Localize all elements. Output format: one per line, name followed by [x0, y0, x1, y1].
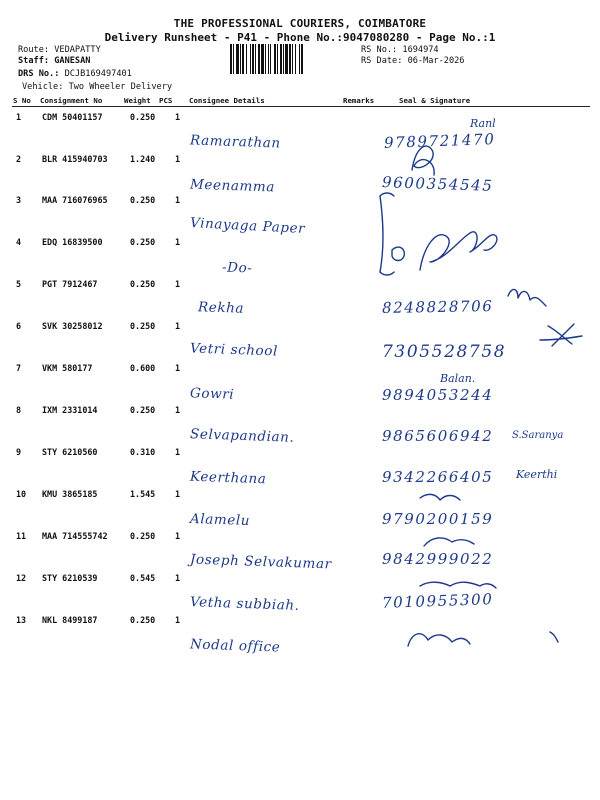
- handwritten-phone: 7010955300: [381, 590, 494, 612]
- handwritten-phone: 9842999022: [382, 550, 494, 568]
- row-sno: 11: [16, 531, 27, 541]
- row-consignment: SVK 30258012: [42, 321, 103, 331]
- row-pcs: 1: [175, 489, 181, 499]
- barcode-bar: [230, 44, 232, 74]
- row-weight: 1.240: [130, 154, 156, 164]
- handwritten-phone: 7305528758: [382, 342, 507, 362]
- row-consignment: CDM 50401157: [42, 112, 103, 122]
- handwritten-consignee: Gowri: [189, 385, 235, 403]
- row-consignment: IXM 2331014: [42, 405, 98, 415]
- handwritten-consignee: Nodal office: [189, 636, 281, 656]
- handwritten-phone: 8248828706: [381, 297, 494, 317]
- barcode-bar: [268, 44, 269, 74]
- handwritten-signature: Ranl: [470, 117, 496, 130]
- row-sno: 8: [16, 405, 22, 415]
- row-sno: 10: [16, 489, 27, 499]
- row-weight: 0.250: [130, 615, 156, 625]
- signature-scribble: [408, 634, 470, 646]
- row-sno: 6: [16, 321, 22, 331]
- row-pcs: 1: [175, 447, 181, 457]
- handwritten-phone: 9600354545: [381, 173, 494, 195]
- signature-scribble: [380, 196, 383, 272]
- column-header-sno: S No: [13, 96, 31, 105]
- signature-scribble: [380, 193, 394, 196]
- row-consignment: EDQ 16839500: [42, 237, 103, 247]
- barcode-bar: [265, 44, 266, 74]
- staff-label: Staff: GANESAN: [18, 56, 91, 66]
- row-sno: 12: [16, 573, 27, 583]
- row-weight: 0.250: [130, 279, 156, 289]
- rs-date: RS Date: 06-Mar-2026: [361, 56, 465, 66]
- handwritten-consignee: Vetha subbiah.: [189, 594, 300, 614]
- row-consignment: NKL 8499187: [42, 615, 98, 625]
- barcode-bar: [285, 44, 288, 74]
- handwritten-phone: 9342266405: [382, 468, 494, 486]
- row-pcs: 1: [175, 615, 181, 625]
- row-consignment: PGT 7912467: [42, 279, 98, 289]
- handwritten-signature: Balan.: [440, 372, 476, 385]
- row-weight: 0.250: [130, 405, 156, 415]
- signature-scribble: [420, 494, 460, 500]
- row-consignment: VKM 580177: [42, 363, 93, 373]
- row-sno: 3: [16, 195, 22, 205]
- row-weight: 0.545: [130, 573, 156, 583]
- row-pcs: 1: [175, 405, 181, 415]
- company-title: THE PROFESSIONAL COURIERS, COIMBATORE: [173, 17, 427, 30]
- handwritten-phone: 9790200159: [382, 510, 494, 528]
- row-weight: 0.250: [130, 321, 156, 331]
- row-sno: 13: [16, 615, 27, 625]
- column-header-consignment: Consignment No: [40, 96, 103, 105]
- row-weight: 0.310: [130, 447, 156, 457]
- barcode-bar: [283, 44, 284, 74]
- row-pcs: 1: [175, 279, 181, 289]
- drs-number-value: DCJB169497401: [64, 69, 132, 79]
- barcode-bar: [277, 44, 278, 74]
- row-sno: 5: [16, 279, 22, 289]
- barcode-bar: [236, 44, 239, 74]
- barcode-bar: [289, 44, 291, 74]
- handwritten-consignee: Vetri school: [189, 340, 279, 360]
- handwritten-consignee: Alamelu: [189, 510, 251, 530]
- row-sno: 2: [16, 154, 22, 164]
- handwritten-consignee: Keerthana: [189, 468, 267, 488]
- signature-scribble: [424, 538, 474, 546]
- row-weight: 0.250: [130, 112, 156, 122]
- barcode-bar: [258, 44, 260, 74]
- drs-number-label: DRS No.:: [18, 69, 60, 79]
- handwritten-phone: 9865606942: [382, 427, 494, 445]
- handwritten-phone: 9789721470: [383, 130, 496, 152]
- barcode-bar: [250, 44, 251, 74]
- rs-number: RS No.: 1694974: [361, 45, 439, 55]
- row-pcs: 1: [175, 531, 181, 541]
- barcode-bar: [255, 44, 256, 74]
- signature-scribble: [508, 289, 546, 306]
- column-header-remarks: Remarks: [343, 96, 375, 105]
- row-consignment: BLR 415940703: [42, 154, 108, 164]
- barcode: [230, 44, 356, 74]
- row-pcs: 1: [175, 573, 181, 583]
- column-header-pcs: PCS: [159, 96, 173, 105]
- handwritten-consignee: Meenamma: [189, 176, 276, 196]
- handwritten-phone: 9894053244: [382, 386, 494, 404]
- row-weight: 1.545: [130, 489, 156, 499]
- handwritten-signature: Keerthi: [516, 468, 558, 481]
- row-sno: 9: [16, 447, 22, 457]
- row-sno: 7: [16, 363, 22, 373]
- row-weight: 0.250: [130, 195, 156, 205]
- barcode-bar: [299, 44, 300, 74]
- barcode-bar: [280, 44, 282, 74]
- column-header-seal: Seal & Signature: [399, 96, 471, 105]
- barcode-bar: [295, 44, 296, 74]
- row-pcs: 1: [175, 237, 181, 247]
- vehicle-label: Vehicle: Two Wheeler Delivery: [22, 82, 173, 92]
- barcode-bar: [292, 44, 293, 74]
- column-header-weight: Weight: [124, 96, 151, 105]
- row-pcs: 1: [175, 195, 181, 205]
- header-rule: [12, 106, 590, 107]
- row-consignment: STY 6210560: [42, 447, 98, 457]
- handwritten-consignee: Vinayaga Paper: [189, 214, 306, 238]
- barcode-bar: [242, 44, 244, 74]
- barcode-bar: [261, 44, 264, 74]
- row-consignment: MAA 716076965: [42, 195, 108, 205]
- handwritten-consignee: Selvapandian.: [189, 426, 295, 446]
- row-consignment: STY 6210539: [42, 573, 98, 583]
- row-consignment: MAA 714555742: [42, 531, 108, 541]
- runsheet-subtitle: Delivery Runsheet - P41 - Phone No.:9047080280 - Page No.:1: [104, 31, 496, 44]
- signature-scribble: [380, 272, 394, 275]
- handwritten-signature: S.Saranya: [512, 430, 564, 441]
- barcode-bar: [301, 44, 303, 74]
- handwritten-consignee: -Do-: [221, 259, 253, 277]
- row-pcs: 1: [175, 363, 181, 373]
- signature-scribble: [550, 632, 558, 642]
- row-sno: 1: [16, 112, 22, 122]
- barcode-bar: [252, 44, 254, 74]
- signature-scribble: [420, 232, 497, 270]
- signature-scribble: [392, 247, 404, 260]
- handwritten-consignee: Ramarathan: [189, 132, 282, 152]
- row-weight: 0.250: [130, 237, 156, 247]
- barcode-bar: [240, 44, 241, 74]
- row-pcs: 1: [175, 154, 181, 164]
- drs-number: [18, 69, 132, 80]
- row-weight: 0.600: [130, 363, 156, 373]
- handwritten-consignee: Rekha: [197, 299, 245, 317]
- row-sno: 4: [16, 237, 22, 247]
- barcode-bar: [246, 44, 247, 74]
- column-header-consignee: Consignee Details: [189, 96, 265, 105]
- row-pcs: 1: [175, 112, 181, 122]
- signature-scribble: [540, 324, 582, 346]
- row-weight: 0.250: [130, 531, 156, 541]
- handwritten-consignee: Joseph Selvakumar: [189, 551, 332, 573]
- row-consignment: KMU 3865185: [42, 489, 98, 499]
- barcode-bar: [274, 44, 276, 74]
- row-pcs: 1: [175, 321, 181, 331]
- barcode-bar: [233, 44, 234, 74]
- route-label: Route: VEDAPATTY: [18, 45, 101, 55]
- signature-scribble: [420, 582, 496, 588]
- barcode-bar: [270, 44, 271, 74]
